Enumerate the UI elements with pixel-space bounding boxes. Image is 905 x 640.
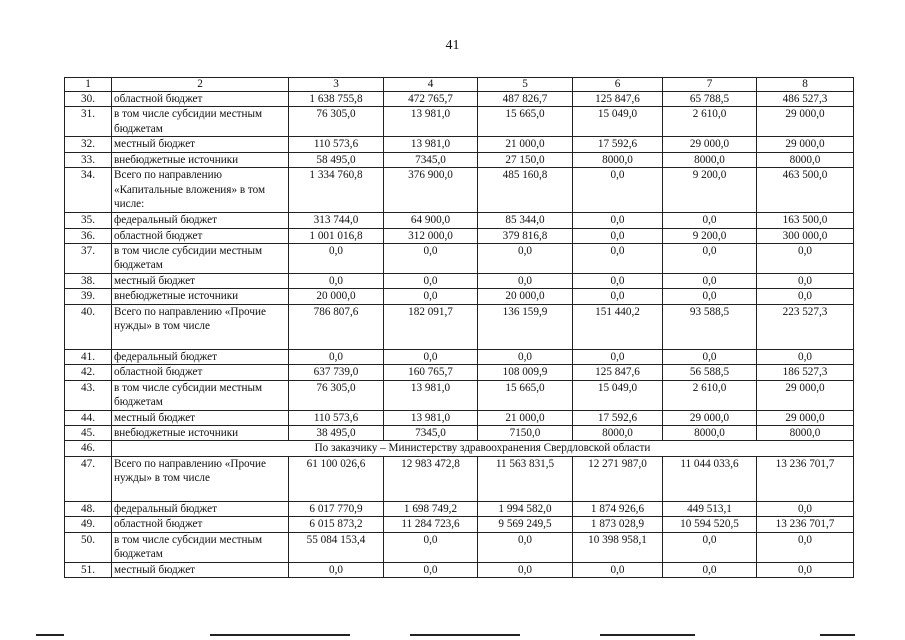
value-cell: 0,0 (757, 532, 854, 562)
table-row (65, 501, 854, 516)
row-description: в том числе субсидии местным бюджетам (112, 380, 289, 410)
value-cell: 7345,0 (384, 426, 478, 441)
value-cell: 20 000,0 (289, 289, 384, 304)
footer-rule-mid (210, 634, 350, 636)
value-cell: 29 000,0 (757, 107, 854, 137)
row-description: внебюджетные источники (112, 426, 289, 441)
value-cell: 0,0 (573, 349, 663, 364)
value-cell: 21 000,0 (478, 137, 573, 152)
value-cell: 29 000,0 (757, 410, 854, 425)
row-description: местный бюджет (112, 562, 289, 577)
value-cell: 13 981,0 (384, 410, 478, 425)
value-cell: 136 159,9 (478, 304, 573, 349)
column-number-header: 2 (112, 78, 289, 92)
footer-rule-right (600, 634, 695, 636)
value-cell: 8000,0 (573, 426, 663, 441)
value-cell: 486 527,3 (757, 92, 854, 107)
value-cell: 1 994 582,0 (478, 501, 573, 516)
value-cell: 61 100 026,6 (289, 456, 384, 501)
value-cell: 9 200,0 (663, 228, 757, 243)
table-row (65, 289, 854, 304)
row-number: 40. (65, 304, 112, 349)
column-number-header: 6 (573, 78, 663, 92)
value-cell: 27 150,0 (478, 152, 573, 167)
row-number: 46. (65, 441, 112, 456)
value-cell: 0,0 (663, 289, 757, 304)
value-cell: 0,0 (384, 274, 478, 289)
value-cell: 0,0 (757, 244, 854, 274)
row-number: 33. (65, 152, 112, 167)
value-cell: 8000,0 (757, 152, 854, 167)
value-cell: 1 001 016,8 (289, 228, 384, 243)
row-description: в том числе субсидии местным бюджетам (112, 244, 289, 274)
row-number: 38. (65, 274, 112, 289)
value-cell: 0,0 (757, 289, 854, 304)
row-number: 30. (65, 92, 112, 107)
value-cell: 85 344,0 (478, 213, 573, 228)
table-row (65, 562, 854, 577)
value-cell: 0,0 (384, 349, 478, 364)
row-description: областной бюджет (112, 517, 289, 532)
table-row (65, 532, 854, 562)
table-row (65, 228, 854, 243)
value-cell: 0,0 (663, 274, 757, 289)
row-description: внебюджетные источники (112, 289, 289, 304)
budget-table (64, 77, 854, 578)
value-cell: 0,0 (573, 213, 663, 228)
row-number: 39. (65, 289, 112, 304)
value-cell: 0,0 (384, 244, 478, 274)
value-cell: 300 000,0 (757, 228, 854, 243)
value-cell: 223 527,3 (757, 304, 854, 349)
row-number: 37. (65, 244, 112, 274)
column-number-header: 5 (478, 78, 573, 92)
row-number: 36. (65, 228, 112, 243)
value-cell: 472 765,7 (384, 92, 478, 107)
value-cell: 65 788,5 (663, 92, 757, 107)
value-cell: 1 638 755,8 (289, 92, 384, 107)
row-number: 42. (65, 365, 112, 380)
table-row (65, 92, 854, 107)
value-cell: 8000,0 (663, 426, 757, 441)
value-cell: 0,0 (573, 228, 663, 243)
value-cell: 786 807,6 (289, 304, 384, 349)
value-cell: 11 563 831,5 (478, 456, 573, 501)
value-cell: 20 000,0 (478, 289, 573, 304)
value-cell: 11 284 723,6 (384, 517, 478, 532)
value-cell: 0,0 (478, 274, 573, 289)
value-cell: 7345,0 (384, 152, 478, 167)
value-cell: 487 826,7 (478, 92, 573, 107)
value-cell: 6 015 873,2 (289, 517, 384, 532)
row-description: федеральный бюджет (112, 501, 289, 516)
column-number-header: 3 (289, 78, 384, 92)
table-row (65, 107, 854, 137)
value-cell: 0,0 (573, 244, 663, 274)
value-cell: 11 044 033,6 (663, 456, 757, 501)
column-number-header: 4 (384, 78, 478, 92)
value-cell: 13 236 701,7 (757, 517, 854, 532)
value-cell: 0,0 (663, 213, 757, 228)
value-cell: 21 000,0 (478, 410, 573, 425)
table-row (65, 137, 854, 152)
table-row (65, 410, 854, 425)
value-cell: 76 305,0 (289, 107, 384, 137)
value-cell: 0,0 (757, 349, 854, 364)
value-cell: 0,0 (289, 274, 384, 289)
value-cell: 0,0 (573, 562, 663, 577)
value-cell: 10 398 958,1 (573, 532, 663, 562)
row-number: 49. (65, 517, 112, 532)
value-cell: 160 765,7 (384, 365, 478, 380)
value-cell: 313 744,0 (289, 213, 384, 228)
footer-rule-left (36, 634, 64, 636)
value-cell: 0,0 (289, 349, 384, 364)
value-cell: 0,0 (478, 244, 573, 274)
value-cell: 15 665,0 (478, 380, 573, 410)
row-description: местный бюджет (112, 137, 289, 152)
row-number: 41. (65, 349, 112, 364)
table-row (65, 168, 854, 213)
table-row (65, 426, 854, 441)
footer-rule-far-right (820, 634, 855, 636)
value-cell: 110 573,6 (289, 410, 384, 425)
value-cell: 376 900,0 (384, 168, 478, 213)
value-cell: 0,0 (757, 501, 854, 516)
value-cell: 58 495,0 (289, 152, 384, 167)
value-cell: 38 495,0 (289, 426, 384, 441)
value-cell: 13 981,0 (384, 137, 478, 152)
row-number: 47. (65, 456, 112, 501)
value-cell: 29 000,0 (757, 137, 854, 152)
column-number-header: 7 (663, 78, 757, 92)
value-cell: 0,0 (384, 562, 478, 577)
value-cell: 1 698 749,2 (384, 501, 478, 516)
value-cell: 64 900,0 (384, 213, 478, 228)
row-description: Всего по направлению «Прочие нужды» в том числе (112, 456, 289, 501)
table-row (65, 274, 854, 289)
value-cell: 13 236 701,7 (757, 456, 854, 501)
table-body (65, 78, 854, 578)
row-description: областной бюджет (112, 365, 289, 380)
value-cell: 8000,0 (663, 152, 757, 167)
row-number: 44. (65, 410, 112, 425)
value-cell: 12 983 472,8 (384, 456, 478, 501)
row-description: федеральный бюджет (112, 349, 289, 364)
value-cell: 0,0 (663, 532, 757, 562)
value-cell: 15 049,0 (573, 380, 663, 410)
value-cell: 0,0 (289, 562, 384, 577)
value-cell: 10 594 520,5 (663, 517, 757, 532)
value-cell: 0,0 (478, 562, 573, 577)
value-cell: 0,0 (478, 349, 573, 364)
value-cell: 1 334 760,8 (289, 168, 384, 213)
value-cell: 449 513,1 (663, 501, 757, 516)
value-cell: 0,0 (573, 289, 663, 304)
value-cell: 7150,0 (478, 426, 573, 441)
column-number-header: 1 (65, 78, 112, 92)
table-row (65, 304, 854, 349)
value-cell: 76 305,0 (289, 380, 384, 410)
value-cell: 182 091,7 (384, 304, 478, 349)
value-cell: 6 017 770,9 (289, 501, 384, 516)
value-cell: 0,0 (757, 562, 854, 577)
row-number: 50. (65, 532, 112, 562)
table-row (65, 349, 854, 364)
page-number: 41 (445, 38, 460, 53)
row-number: 32. (65, 137, 112, 152)
row-number: 35. (65, 213, 112, 228)
header-row (65, 78, 854, 92)
value-cell: 8000,0 (757, 426, 854, 441)
row-description: в том числе субсидии местным бюджетам (112, 107, 289, 137)
section-heading: По заказчику – Министерству здравоохранения Свердловской области (112, 441, 854, 456)
row-number: 43. (65, 380, 112, 410)
table-row (65, 380, 854, 410)
table-row (65, 152, 854, 167)
table-row (65, 517, 854, 532)
value-cell: 2 610,0 (663, 380, 757, 410)
value-cell: 0,0 (384, 532, 478, 562)
value-cell: 15 049,0 (573, 107, 663, 137)
value-cell: 0,0 (663, 244, 757, 274)
table-row (65, 365, 854, 380)
value-cell: 637 739,0 (289, 365, 384, 380)
value-cell: 0,0 (384, 289, 478, 304)
row-number: 45. (65, 426, 112, 441)
table-row (65, 441, 854, 456)
value-cell: 29 000,0 (663, 137, 757, 152)
row-number: 34. (65, 168, 112, 213)
value-cell: 13 981,0 (384, 380, 478, 410)
value-cell: 0,0 (289, 244, 384, 274)
value-cell: 163 500,0 (757, 213, 854, 228)
row-description: в том числе субсидии местным бюджетам (112, 532, 289, 562)
value-cell: 0,0 (573, 168, 663, 213)
value-cell: 56 588,5 (663, 365, 757, 380)
value-cell: 17 592,6 (573, 137, 663, 152)
value-cell: 9 569 249,5 (478, 517, 573, 532)
table-row (65, 244, 854, 274)
value-cell: 463 500,0 (757, 168, 854, 213)
value-cell: 186 527,3 (757, 365, 854, 380)
footer-rule-mid2 (410, 634, 520, 636)
value-cell: 0,0 (663, 349, 757, 364)
value-cell: 312 000,0 (384, 228, 478, 243)
row-description: внебюджетные источники (112, 152, 289, 167)
table-row (65, 213, 854, 228)
row-description: федеральный бюджет (112, 213, 289, 228)
value-cell: 55 084 153,4 (289, 532, 384, 562)
row-description: областной бюджет (112, 228, 289, 243)
value-cell: 29 000,0 (757, 380, 854, 410)
value-cell: 108 009,9 (478, 365, 573, 380)
value-cell: 1 874 926,6 (573, 501, 663, 516)
value-cell: 93 588,5 (663, 304, 757, 349)
row-number: 31. (65, 107, 112, 137)
value-cell: 485 160,8 (478, 168, 573, 213)
row-description: местный бюджет (112, 274, 289, 289)
table-row (65, 456, 854, 501)
row-number: 51. (65, 562, 112, 577)
row-description: Всего по направлению «Прочие нужды» в том числе (112, 304, 289, 349)
value-cell: 15 665,0 (478, 107, 573, 137)
value-cell: 110 573,6 (289, 137, 384, 152)
value-cell: 151 440,2 (573, 304, 663, 349)
value-cell: 125 847,6 (573, 365, 663, 380)
value-cell: 0,0 (663, 562, 757, 577)
row-description: местный бюджет (112, 410, 289, 425)
value-cell: 125 847,6 (573, 92, 663, 107)
value-cell: 17 592,6 (573, 410, 663, 425)
value-cell: 13 981,0 (384, 107, 478, 137)
value-cell: 379 816,8 (478, 228, 573, 243)
value-cell: 0,0 (573, 274, 663, 289)
value-cell: 9 200,0 (663, 168, 757, 213)
row-description: областной бюджет (112, 92, 289, 107)
value-cell: 29 000,0 (663, 410, 757, 425)
column-number-header: 8 (757, 78, 854, 92)
row-number: 48. (65, 501, 112, 516)
value-cell: 8000,0 (573, 152, 663, 167)
value-cell: 1 873 028,9 (573, 517, 663, 532)
value-cell: 12 271 987,0 (573, 456, 663, 501)
value-cell: 2 610,0 (663, 107, 757, 137)
value-cell: 0,0 (757, 274, 854, 289)
row-description: Всего по направлению «Капитальные вложения» в том числе: (112, 168, 289, 213)
value-cell: 0,0 (478, 532, 573, 562)
